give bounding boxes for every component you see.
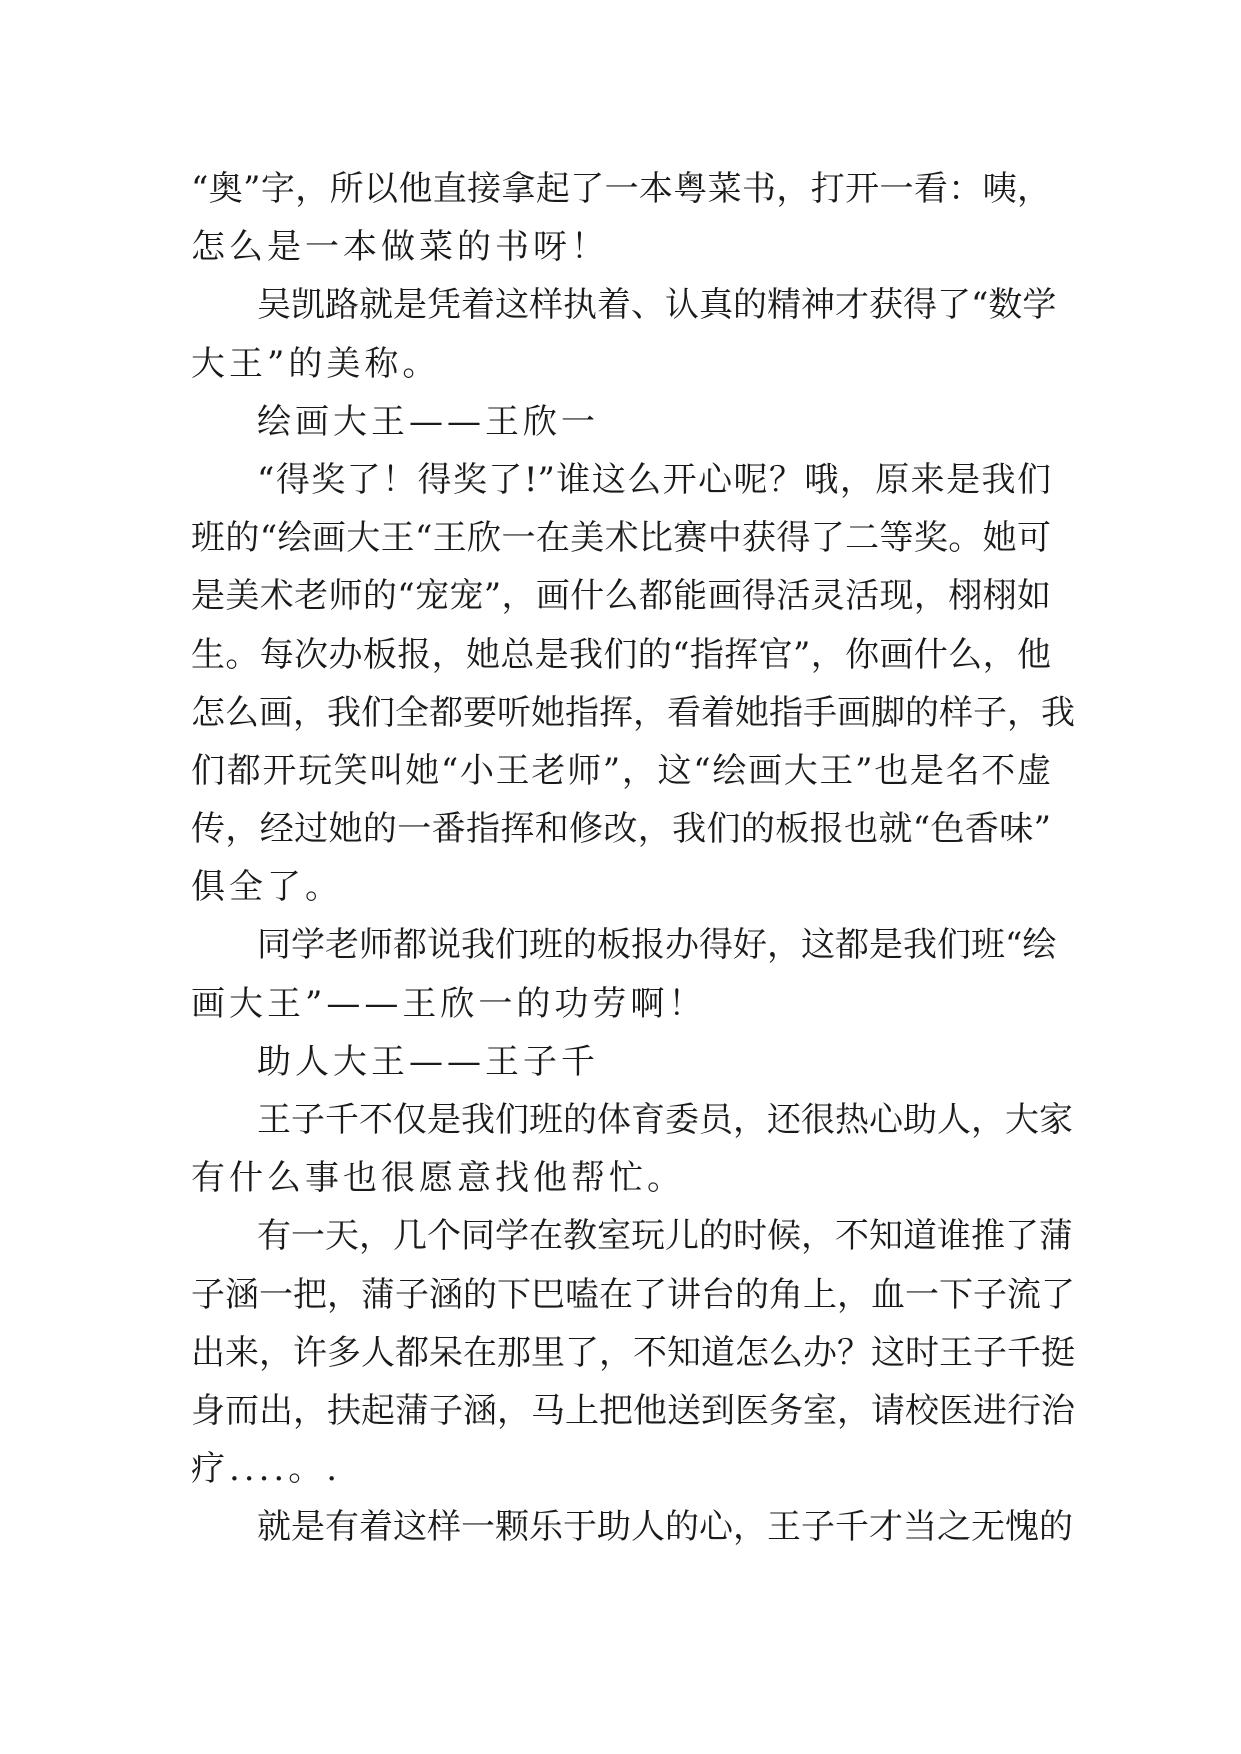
paragraph-start-line: 就是有着这样一颗乐于助人的心，王子千才当之无愧的	[257, 1507, 1073, 1548]
text-line: 是美术老师的“宠宠”，画什么都能画得活灵活现，栩栩如	[191, 576, 1051, 617]
text-line: “奥”字，所以他直接拿起了一本粤菜书，打开一看：咦，	[191, 169, 1051, 209]
section-heading: 绘画大王——王欣一	[257, 401, 599, 442]
section-heading: 助人大王——王子千	[257, 1041, 599, 1082]
text-line: 怎么是一本做菜的书呀！	[191, 227, 609, 268]
text-line: 画大王”——王欣一的功劳啊！	[191, 983, 707, 1024]
text-line: 身而出，扶起蒲子涵，马上把他送到医务室，请校医进行治	[191, 1390, 1075, 1431]
document-page	[191, 160, 1075, 1557]
text-line: 大王”的美称。	[191, 343, 441, 384]
paragraph-start-line: 王子千不仅是我们班的体育委员，还很热心助人，大家	[257, 1100, 1073, 1140]
text-line: 俱全了。	[191, 867, 343, 908]
text-line: 们都开玩笑叫她“小王老师”，这“绘画大王”也是名不虚	[191, 750, 1051, 791]
text-line: 班的“绘画大王“王欣一在美术比赛中获得了二等奖。她可	[191, 518, 1051, 559]
text-line: 怎么画，我们全都要听她指挥，看着她指手画脚的样子，我	[191, 692, 1075, 733]
paragraph-start-line: “得奖了！得奖了!”谁这么开心呢？哦，原来是我们	[257, 459, 1051, 500]
paragraph-start-line: 有一天，几个同学在教室玩儿的时候，不知道谁推了蒲	[257, 1216, 1073, 1257]
text-line: 出来，许多人都呆在那里了，不知道怎么办？这时王子千挺	[191, 1332, 1075, 1373]
paragraph-start-line: 同学老师都说我们班的板报办得好，这都是我们班“绘	[257, 925, 1057, 966]
text-line: 有什么事也很愿意找他帮忙。	[191, 1158, 685, 1199]
text-line: 子涵一把，蒲子涵的下巴嗑在了讲台的角上，血一下子流了	[191, 1274, 1075, 1315]
text-line: 疗....。.	[191, 1449, 342, 1490]
paragraph-start-line: 吴凯路就是凭着这样执着、认真的精神才获得了“数学	[257, 285, 1057, 326]
text-line: 传，经过她的一番指挥和修改，我们的板报也就“色香味”	[191, 809, 1051, 850]
text-line: 生。每次办板报，她总是我们的“指挥官”，你画什么，他	[191, 634, 1051, 675]
